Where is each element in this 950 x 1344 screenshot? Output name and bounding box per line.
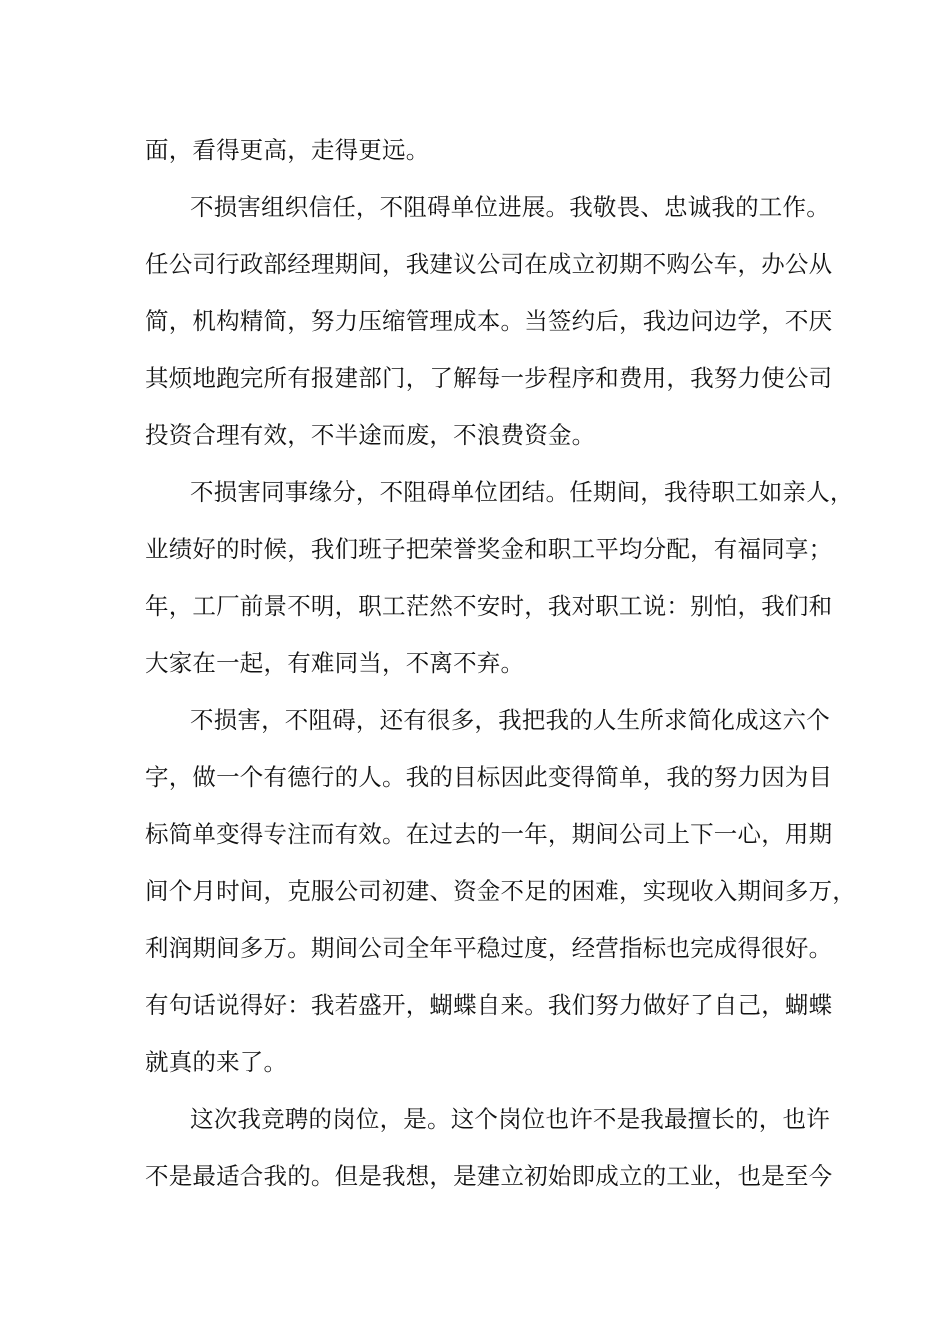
paragraph-first-line: 这次我竞聘的岗位，是。这个岗位也许不是我最擅长的，也许: [190, 1105, 830, 1133]
text-line: 年，工厂前景不明，职工茫然不安时，我对职工说：别怕，我们和: [145, 592, 833, 620]
text-line: 标简单变得专注而有效。在过去的一年，期间公司上下一心，用期: [145, 820, 833, 848]
text-line: 业绩好的时候，我们班子把荣誉奖金和职工平均分配，有福同享；: [145, 535, 833, 563]
text-line: 不是最适合我的。但是我想，是建立初始即成立的工业，也是至今: [145, 1162, 833, 1190]
text-line: 任公司行政部经理期间，我建议公司在成立初期不购公车，办公从: [145, 250, 833, 278]
paragraph-first-line: 不损害同事缘分，不阻碍单位团结。任期间，我待职工如亲人，: [190, 478, 854, 506]
text-line: 就真的来了。: [145, 1048, 288, 1076]
text-line: 简，机构精简，努力压缩管理成本。当签约后，我边问边学，不厌: [145, 307, 833, 335]
text-line: 间个月时间，克服公司初建、资金不足的困难，实现收入期间多万，: [145, 877, 856, 905]
text-line: 投资合理有效，不半途而废，不浪费资金。: [145, 421, 596, 449]
text-line: 面，看得更高，走得更远。: [145, 136, 430, 164]
paragraph-first-line: 不损害组织信任，不阻碍单位进展。我敬畏、忠诚我的工作。: [190, 193, 830, 221]
paragraph-first-line: 不损害，不阻碍，还有很多，我把我的人生所求简化成这六个: [190, 706, 830, 734]
text-line: 大家在一起，有难同当，不离不弃。: [145, 649, 525, 677]
text-line: 利润期间多万。期间公司全年平稳过度，经营指标也完成得很好。: [145, 934, 833, 962]
text-line: 其烦地跑完所有报建部门，了解每一步程序和费用，我努力使公司: [145, 364, 833, 392]
text-line: 字，做一个有德行的人。我的目标因此变得简单，我的努力因为目: [145, 763, 833, 791]
text-line: 有句话说得好：我若盛开，蝴蝶自来。我们努力做好了自己，蝴蝶: [145, 991, 833, 1019]
